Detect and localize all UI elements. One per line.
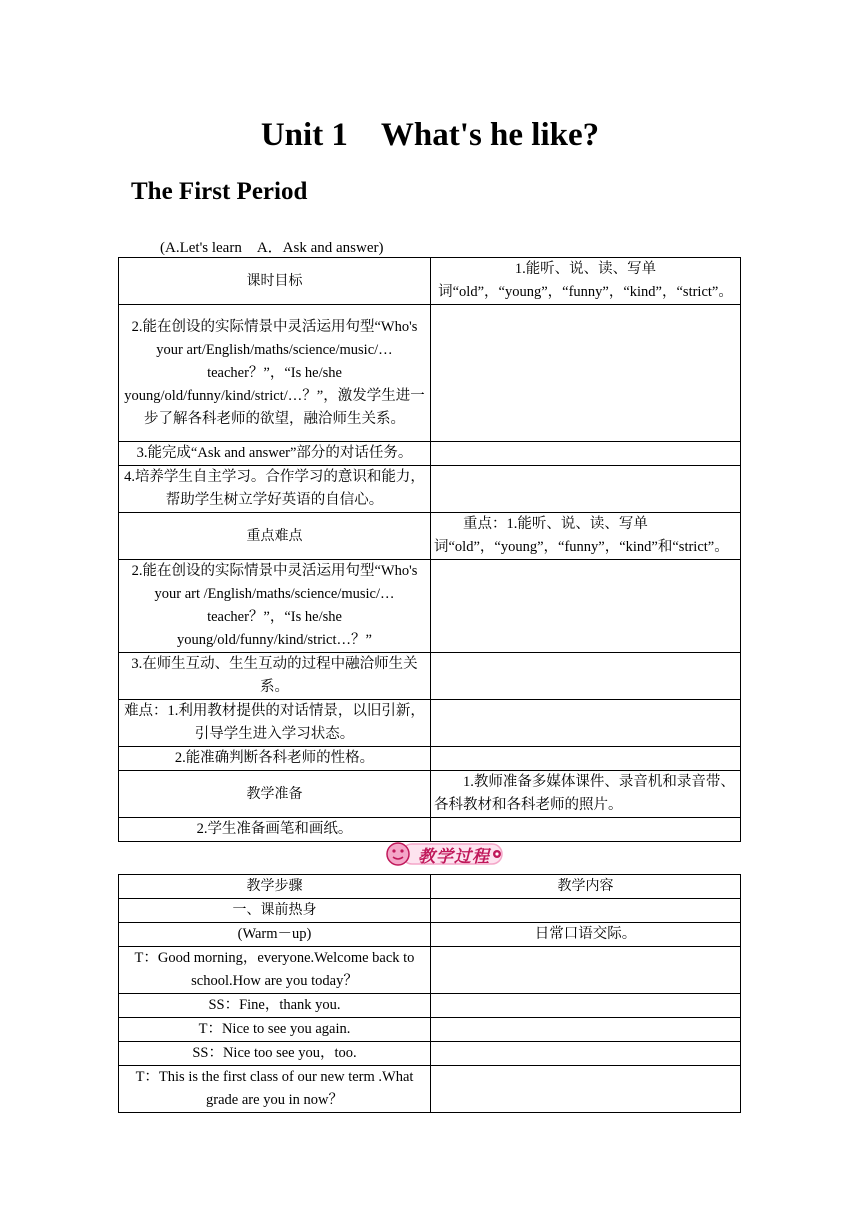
empty-cell xyxy=(431,947,741,994)
empty-cell xyxy=(431,994,741,1018)
table-row xyxy=(119,258,741,305)
table-row xyxy=(119,442,741,466)
empty-cell xyxy=(431,560,741,653)
table-row xyxy=(119,653,741,700)
section-warmup: 一、课前热身 xyxy=(119,899,431,923)
table-row xyxy=(119,875,741,899)
table-row xyxy=(119,560,741,653)
goals-label: 课时目标 xyxy=(119,258,431,305)
empty-cell xyxy=(431,818,741,842)
lesson-note: (A.Let's learn A．Ask and answer) xyxy=(160,240,384,256)
empty-cell xyxy=(431,305,741,442)
prep-label: 教学准备 xyxy=(119,771,431,818)
header-content: 教学内容 xyxy=(431,875,741,899)
warmup-label: (Warm－up) xyxy=(119,923,431,947)
empty-cell xyxy=(431,1066,741,1113)
table-row xyxy=(119,1042,741,1066)
empty-cell xyxy=(431,653,741,700)
goal-3: 3.能完成“Ask and answer”部分的对话任务。 xyxy=(119,442,431,466)
table-row xyxy=(119,947,741,994)
period-title: The First Period xyxy=(131,178,308,205)
header-steps: 教学步骤 xyxy=(119,875,431,899)
empty-cell xyxy=(431,747,741,771)
page-title: Unit 1 What's he like? xyxy=(260,117,600,153)
dialogue-line-2: SS：Fine，thank you. xyxy=(119,994,431,1018)
process-table xyxy=(118,874,741,1113)
table-row xyxy=(119,994,741,1018)
goal-1: 1.能听、说、读、写单词“old”，“young”，“funny”，“kind”，“strict”。 xyxy=(431,258,741,305)
dialogue-line-1: T：Good morning，everyone.Welcome back to school.How are you today？ xyxy=(119,947,431,994)
table-row xyxy=(119,899,741,923)
dialogue-line-3: T：Nice to see you again. xyxy=(119,1018,431,1042)
empty-cell xyxy=(431,442,741,466)
key-point-1: 重点：1.能听、说、读、写单词“old”，“young”，“funny”，“kind”和“strict”。 xyxy=(431,513,741,560)
table-row xyxy=(119,466,741,513)
table-row xyxy=(119,771,741,818)
goal-4: 4.培养学生自主学习。合作学习的意识和能力，帮助学生树立学好英语的自信心。 xyxy=(119,466,431,513)
prep-1: 1.教师准备多媒体课件、录音机和录音带、各科教材和各科老师的照片。 xyxy=(431,771,741,818)
teaching-process-banner xyxy=(382,839,506,869)
dialogue-line-5: T：This is the first class of our new term .What grade are you in now？ xyxy=(119,1066,431,1113)
key-point-2: 2.能在创设的实际情景中灵活运用句型“Who's your art /English/maths/science/music/…teacher？”，“Is he/she young/old/funny/kind/strict…？” xyxy=(119,560,431,653)
table-row xyxy=(119,818,741,842)
difficulty-1: 难点：1.利用教材提供的对话情景，以旧引新，引导学生进入学习状态。 xyxy=(119,700,431,747)
table-row xyxy=(119,1066,741,1113)
empty-cell xyxy=(431,700,741,747)
dialogue-line-4: SS：Nice too see you，too. xyxy=(119,1042,431,1066)
key-point-3: 3.在师生互动、生生互动的过程中融洽师生关系。 xyxy=(119,653,431,700)
key-label: 重点难点 xyxy=(119,513,431,560)
table-row xyxy=(119,700,741,747)
table-row xyxy=(119,1018,741,1042)
table-row xyxy=(119,923,741,947)
objectives-table xyxy=(118,257,741,842)
banner-text: 教学过程 xyxy=(418,847,490,867)
table-row xyxy=(119,513,741,560)
empty-cell xyxy=(431,899,741,923)
goal-2: 2.能在创设的实际情景中灵活运用句型“Who's your art/English/maths/science/music/…teacher？”，“Is he/she young/old/funny/kind/strict/…？”，激发学生进一步了解各科老师的欲望，融洽师生关系。 xyxy=(119,305,431,442)
table-row xyxy=(119,305,741,442)
prep-2: 2.学生准备画笔和画纸。 xyxy=(119,818,431,842)
warmup-content: 日常口语交际。 xyxy=(431,923,741,947)
empty-cell xyxy=(431,1018,741,1042)
table-row xyxy=(119,747,741,771)
empty-cell xyxy=(431,466,741,513)
empty-cell xyxy=(431,1042,741,1066)
difficulty-2: 2.能准确判断各科老师的性格。 xyxy=(119,747,431,771)
